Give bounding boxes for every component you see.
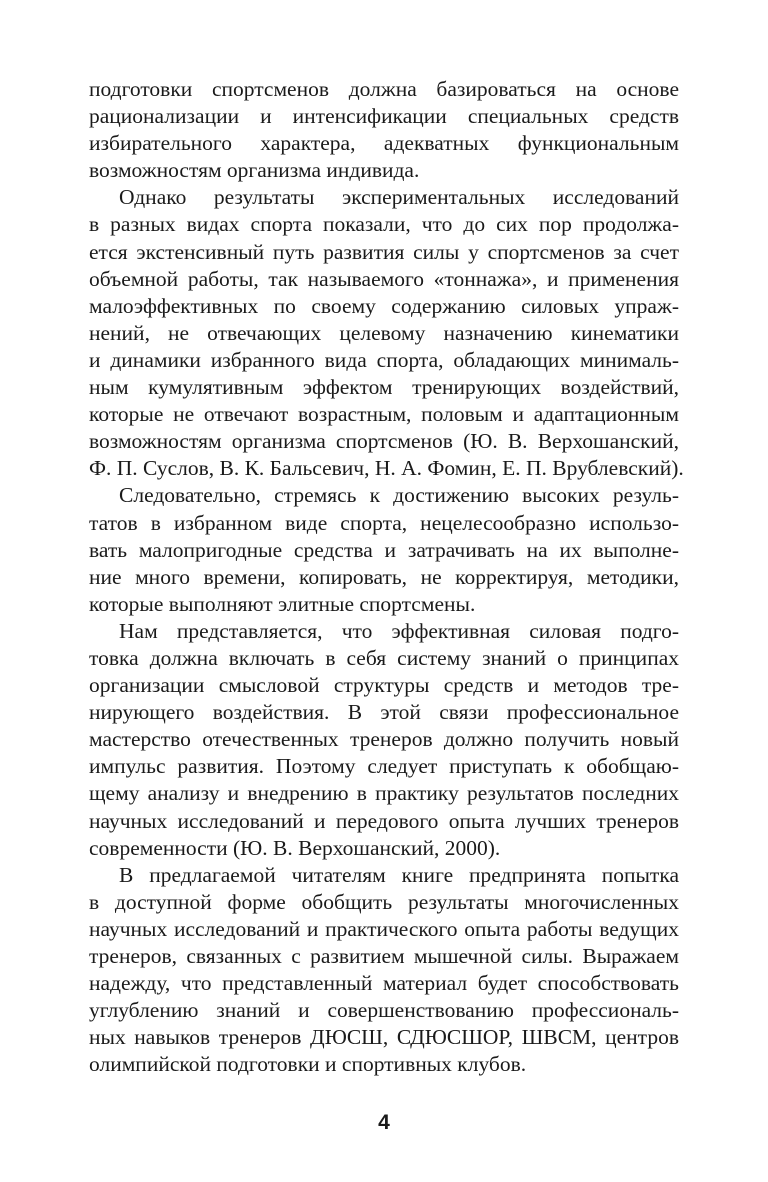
text-line: товка должна включать в себя систему знаний о принципах (89, 645, 679, 670)
text-line: избирательного характера, адекватных функциональным (89, 131, 679, 156)
text-line: объемной работы, так называемого «тоннажа», и применения (89, 266, 679, 291)
text-line: надежду, что представленный материал будет способствовать (89, 971, 679, 996)
paragraph (89, 184, 684, 482)
text-line: подготовки спортсменов должна базироваться на основе (89, 77, 679, 101)
text-line: ным кумулятивным эффектом тренирующих воздействий, (89, 375, 679, 400)
text-line: возможностям организма спортсменов (Ю. В. Верхошанский, (89, 429, 679, 454)
text-line: в разных видах спорта показали, что до сих пор продолжа- (89, 212, 679, 237)
paragraph (89, 482, 679, 617)
text-line: Ф. П. Суслов, В. К. Бальсевич, Н. А. Фомин, Е. П. Врублевский). (89, 456, 684, 481)
text-line: научных исследований и передового опыта лучших тренеров (89, 808, 679, 833)
text-line: нений, не отвечающих целевому назначению кинематики (89, 320, 679, 345)
text-line: тренеров, связанных с развитием мышечной силы. Выражаем (89, 944, 679, 968)
text-line: нирующего воздействия. В этой связи профессиональное (89, 700, 679, 725)
text-line: В предлагаемой читателям книге предпринята попытка (119, 862, 679, 887)
text-line: ние много времени, копировать, не корректируя, методики, (89, 564, 679, 589)
text-line: возможностям организма индивида. (89, 158, 420, 183)
text-line: олимпийской подготовки и спортивных клубов. (89, 1052, 527, 1077)
text-line: и динамики избранного вида спорта, обладающих минималь- (89, 347, 679, 372)
text-line: организации смысловой структуры средств и методов тре- (89, 673, 679, 698)
text-line: Нам представляется, что эффективная силовая подго- (119, 618, 679, 643)
text-line: Следовательно, стремясь к достижению высоких резуль- (119, 483, 679, 508)
text-line: углублению знаний и совершенствованию профессиональ- (89, 998, 679, 1023)
text-line: ных навыков тренеров ДЮСШ, СДЮСШОР, ШВСМ, центров (89, 1025, 679, 1050)
text-line: татов в избранном виде спорта, нецелесообразно использо- (89, 510, 679, 535)
text-line: малоэффективных по своему содержанию силовых упраж- (89, 293, 679, 318)
text-line: щему анализу и внедрению в практику результатов последних (89, 781, 679, 806)
text-line: которые не отвечают возрастным, половым и адаптационным (89, 402, 679, 427)
text-line: рационализации и интенсификации специальных средств (89, 104, 679, 129)
page-body (89, 76, 684, 1078)
paragraph (89, 76, 679, 184)
paragraph (89, 862, 679, 1079)
text-line: импульс развития. Поэтому следует приступать к обобщаю- (89, 754, 679, 779)
page-number: 4 (378, 1111, 390, 1134)
text-line: вать малопригодные средства и затрачивать на их выполне- (89, 537, 679, 562)
text-line: которые выполняют элитные спортсмены. (89, 591, 476, 616)
text-line: мастерство отечественных тренеров должно получить новый (89, 727, 679, 752)
text-line: научных исследований и практического опыта работы ведущих (89, 916, 679, 941)
paragraph (89, 618, 679, 862)
text-line: Однако результаты экспериментальных исследований (119, 185, 679, 210)
text-line: ется экстенсивный путь развития силы у спортсменов за счет (89, 239, 679, 264)
text-line: современности (Ю. В. Верхошанский, 2000). (89, 835, 501, 860)
text-line: в доступной форме обобщить результаты многочисленных (89, 889, 679, 914)
